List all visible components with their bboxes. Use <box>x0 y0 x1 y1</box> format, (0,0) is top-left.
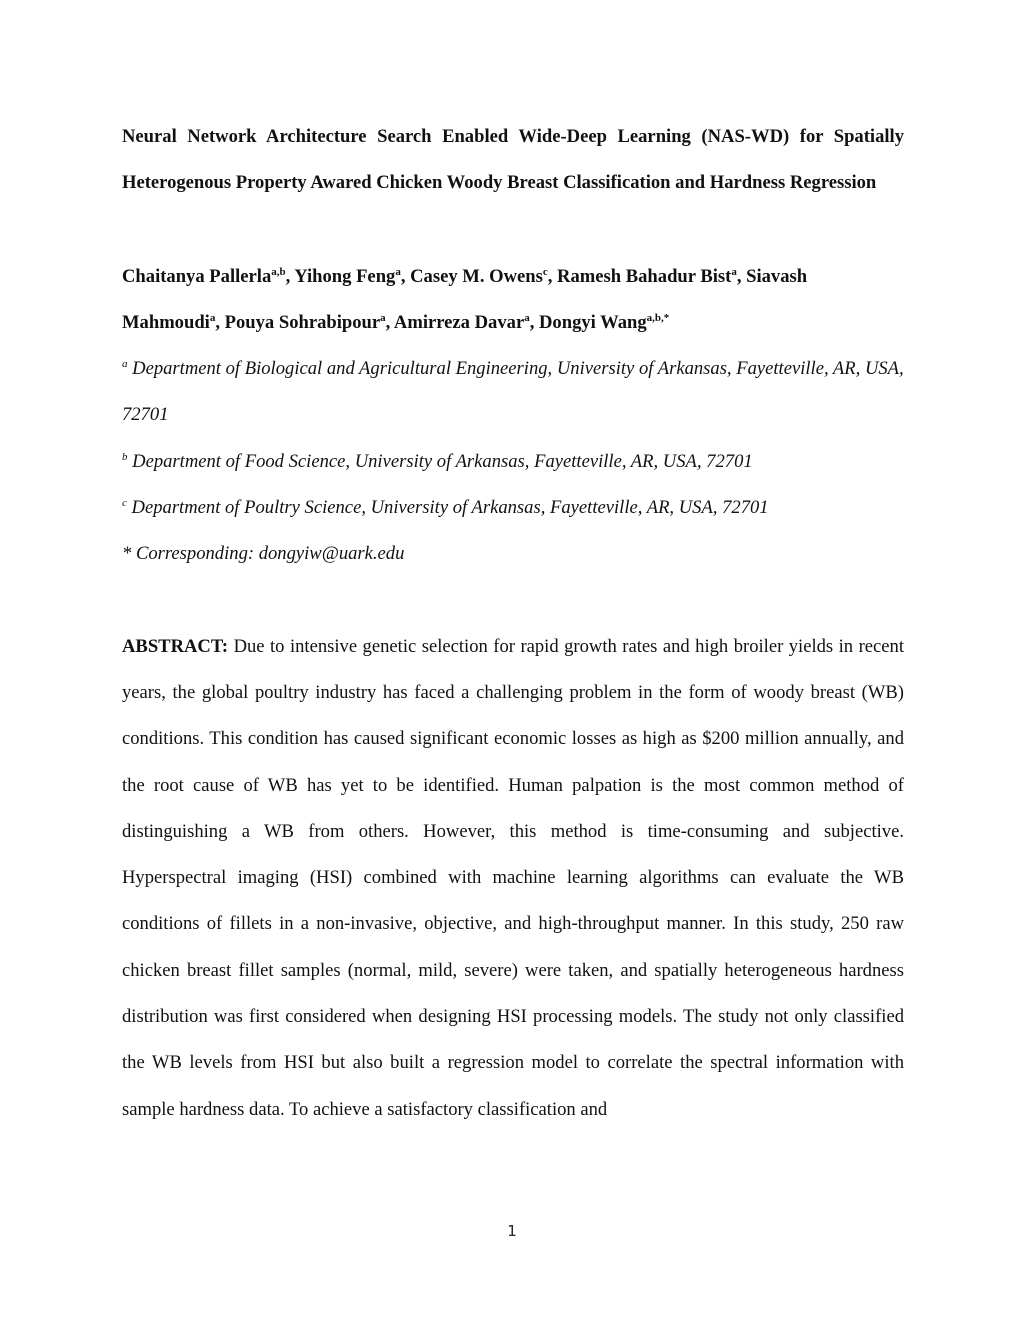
author: Siavash Mahmoudi$^a$, <box>122 265 808 333</box>
corresponding-author: * Corresponding: dongyiw@uark.edu <box>122 543 405 565</box>
author: Ramesh Bahadur Bist$^a$, <box>557 265 747 287</box>
affiliation: $^c$ Department of Poultry Science, University of Arkansas, Fayetteville, AR, USA, 72701 <box>122 497 769 519</box>
page-number: 1 <box>507 1222 517 1240</box>
paper-page <box>122 114 904 1152</box>
author-list <box>122 254 904 347</box>
author: Casey M. Owens$^c$, <box>410 265 558 287</box>
paper-title: Neural Network Architecture Search Enabled Wide-Deep Learning (NAS-WD) for Spatially Heterogenous Property Awared Chicken Woody Breast Classification and Hardness Regression <box>122 126 904 194</box>
abstract-label: ABSTRACT: <box>122 635 229 657</box>
abstract-text: Due to intensive genetic selection for rapid growth rates and high broiler yields in recent years, the global poultry industry has faced a challenging problem in the form of woody breast (WB) conditions. This condition has caused significant economic losses as high as $200 million annually, and the root cause of WB has yet to be identified. Human palpation is the most common method of distinguishing a WB from others. However, this method is time-consuming and subjective. Hyperspectral imaging (HSI) combined with machine learning algorithms can evaluate the WB conditions of fillets in a non-invasive, objective, and high-throughput manner. In this study, 250 raw chicken breast fillet samples (normal, mild, severe) were taken, and spatially heterogeneous hardness distribution was first considered when designing HSI processing models. The study not only classified the WB levels from HSI but also built a regression model to correlate the spectral information with sample hardness data. To achieve a satisfactory classification and <box>122 635 904 1120</box>
affiliation: $^b$ Department of Food Science, University of Arkansas, Fayetteville, AR, USA, 72701 <box>122 450 753 472</box>
author: Yihong Feng$^a$, <box>294 265 411 287</box>
affiliation: $^a$ Department of Biological and Agricultural Engineering, University of Arkansas, Fayetteville, AR, USA, 72701 <box>122 358 904 426</box>
abstract <box>122 624 904 1133</box>
author: Chaitanya Pallerla$^{a,b}$, <box>122 265 295 287</box>
author: Dongyi Wang$^{a,b,*}$ <box>539 311 670 333</box>
author: Pouya Sohrabipour$^a$, <box>224 311 394 333</box>
author: Amirreza Davar$^a$, <box>393 311 539 333</box>
